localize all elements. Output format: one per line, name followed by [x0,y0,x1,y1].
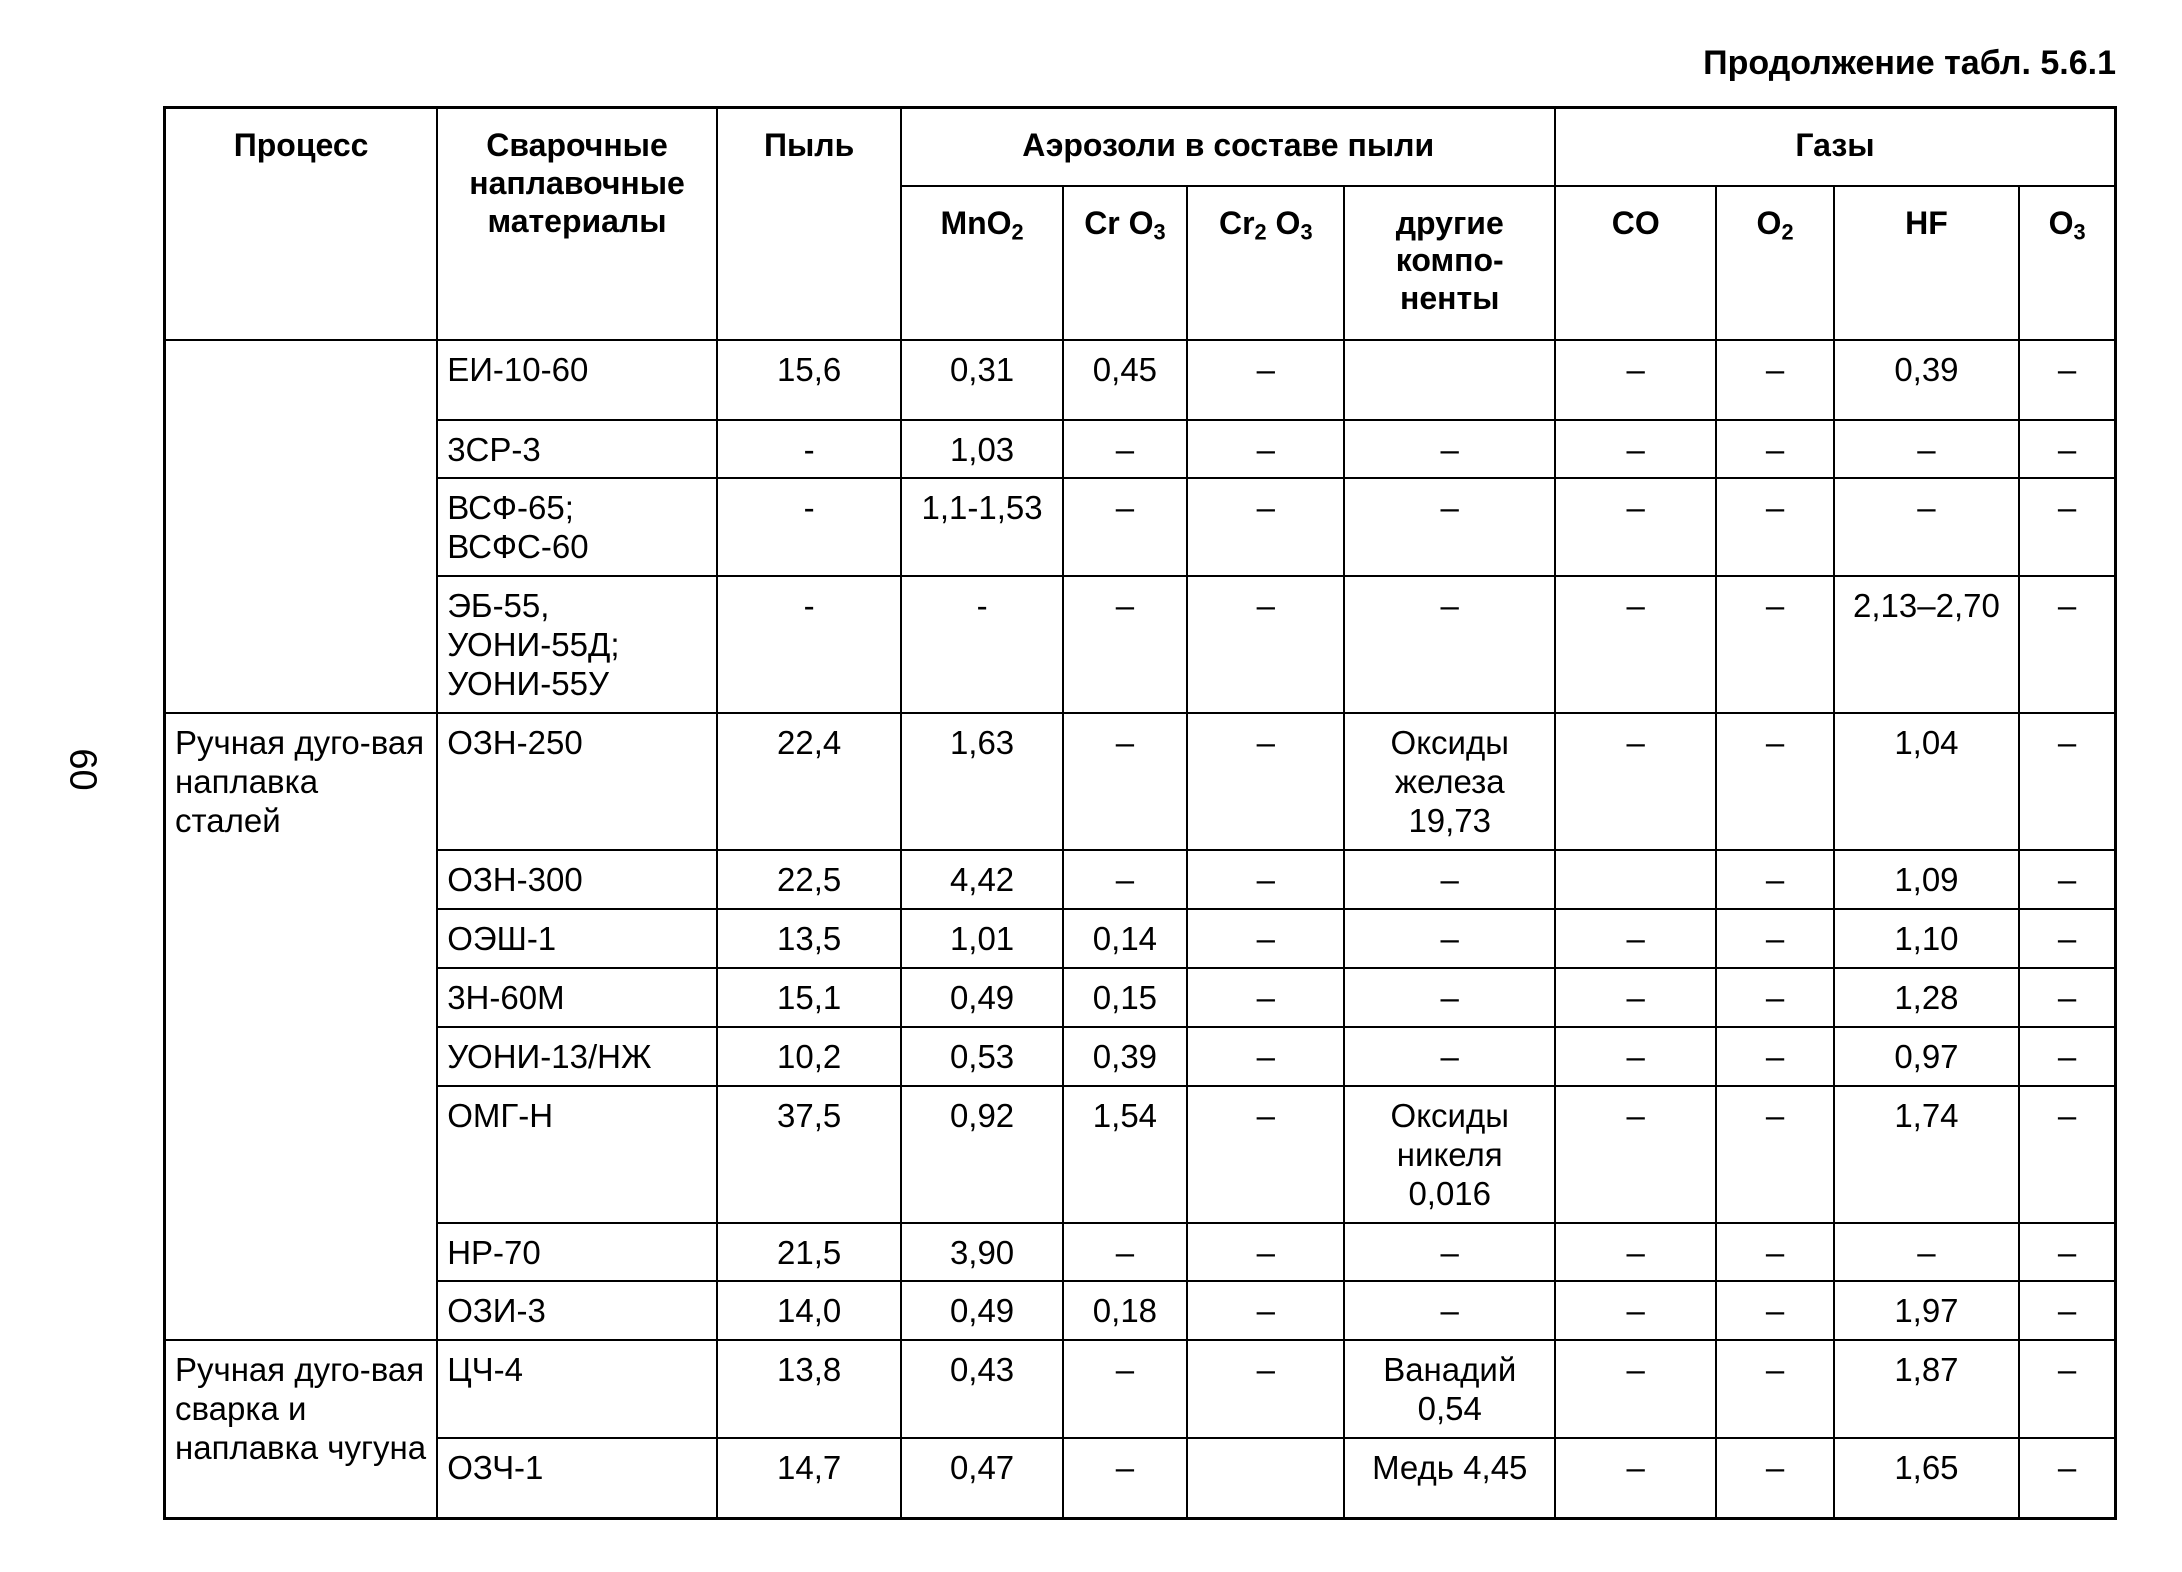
mno2-cell: 1,1-1,53 [901,478,1062,576]
cr2o3-cell: – [1187,1027,1344,1086]
dust-cell: 10,2 [717,1027,901,1086]
o3-cell: – [2019,909,2115,968]
co-cell [1555,850,1716,909]
cr2o3-cell: – [1187,1086,1344,1223]
header-aerosols: Аэрозоли в составе пыли [901,108,1555,186]
table-row [165,968,2116,1027]
dust-cell: 37,5 [717,1086,901,1223]
o2-cell: – [1716,478,1833,576]
header-materials: Сварочные наплавочные материалы [437,108,717,340]
co-cell: – [1555,968,1716,1027]
o2-cell: – [1716,1223,1833,1282]
mno2-cell: 1,01 [901,909,1062,968]
material-cell: НР-70 [437,1223,717,1282]
header-row-top [165,108,2116,186]
table-row [165,1340,2116,1438]
other-cell: Ванадий 0,54 [1344,1340,1555,1438]
other-cell: – [1344,850,1555,909]
cro3-cell: – [1063,478,1187,576]
cr2o3-cell: – [1187,340,1344,420]
o3-cell: – [2019,1281,2115,1340]
hf-cell: 0,97 [1834,1027,2019,1086]
dust-cell: 21,5 [717,1223,901,1282]
o2-cell: – [1716,968,1833,1027]
material-cell: ОМГ-Н [437,1086,717,1223]
o3-cell: – [2019,850,2115,909]
mno2-cell: 0,47 [901,1438,1062,1518]
header-dust: Пыль [717,108,901,340]
mno2-cell: 3,90 [901,1223,1062,1282]
cro3-cell: – [1063,1438,1187,1518]
header-gases: Газы [1555,108,2116,186]
cro3-cell: 1,54 [1063,1086,1187,1223]
table-row [165,1438,2116,1518]
cr2o3-cell: – [1187,1223,1344,1282]
page-number: 60 [61,748,104,791]
co-cell: – [1555,1340,1716,1438]
mno2-cell: 0,53 [901,1027,1062,1086]
cro3-cell: – [1063,713,1187,850]
o2-cell: – [1716,850,1833,909]
co-cell: – [1555,1281,1716,1340]
dust-cell: - [717,420,901,479]
material-cell: ОЗЧ-1 [437,1438,717,1518]
mno2-cell: 0,49 [901,1281,1062,1340]
cr2o3-cell: – [1187,968,1344,1027]
o3-cell: – [2019,1027,2115,1086]
o2-cell: – [1716,1086,1833,1223]
cr2o3-cell: – [1187,420,1344,479]
dust-cell: 13,5 [717,909,901,968]
o3-cell: – [2019,713,2115,850]
other-cell: – [1344,909,1555,968]
hf-cell: – [1834,420,2019,479]
hf-cell: 1,97 [1834,1281,2019,1340]
cr2o3-cell: – [1187,909,1344,968]
o3-cell: – [2019,968,2115,1027]
o3-cell: – [2019,340,2115,420]
material-cell: 3Н-60М [437,968,717,1027]
other-cell: – [1344,1281,1555,1340]
o2-cell: – [1716,1340,1833,1438]
o3-cell: – [2019,420,2115,479]
co-cell: – [1555,1223,1716,1282]
table-row [165,713,2116,850]
header-o2: $O_2$ [1716,186,1833,340]
cr2o3-cell: – [1187,1340,1344,1438]
dust-cell: 22,5 [717,850,901,909]
process-cell [165,340,438,714]
dust-cell: 22,4 [717,713,901,850]
o3-cell: – [2019,1438,2115,1518]
cro3-cell: 0,18 [1063,1281,1187,1340]
mno2-cell: - [901,576,1062,713]
cr2o3-cell: – [1187,1281,1344,1340]
o2-cell: – [1716,340,1833,420]
table-row [165,1027,2116,1086]
table-row [165,909,2116,968]
dust-cell: 13,8 [717,1340,901,1438]
hf-cell: 1,10 [1834,909,2019,968]
cr2o3-cell: – [1187,713,1344,850]
cro3-cell: – [1063,576,1187,713]
header-o3: $O_3$ [2019,186,2115,340]
header-co: CO [1555,186,1716,340]
o2-cell: – [1716,909,1833,968]
header-cr2o3: $Cr_2$ $O_3$ [1187,186,1344,340]
material-cell: 3СР-3 [437,420,717,479]
table-row [165,420,2116,479]
cro3-cell: 0,15 [1063,968,1187,1027]
material-cell: ЦЧ-4 [437,1340,717,1438]
material-cell: ЭБ-55, УОНИ-55Д; УОНИ-55У [437,576,717,713]
header-other-components: другие компо-ненты [1344,186,1555,340]
cro3-cell: – [1063,850,1187,909]
table-row [165,1281,2116,1340]
cr2o3-cell [1187,1438,1344,1518]
o3-cell: – [2019,576,2115,713]
o3-cell: – [2019,1223,2115,1282]
mno2-cell: 1,63 [901,713,1062,850]
co-cell: – [1555,340,1716,420]
mno2-cell: 0,92 [901,1086,1062,1223]
co-cell: – [1555,713,1716,850]
o2-cell: – [1716,1438,1833,1518]
o2-cell: – [1716,420,1833,479]
other-cell: Оксиды никеля 0,016 [1344,1086,1555,1223]
cr2o3-cell: – [1187,850,1344,909]
dust-cell: - [717,576,901,713]
process-cell: Ручная дуго-вая сварка и наплавка чугуна [165,1340,438,1518]
co-cell: – [1555,1086,1716,1223]
material-cell: ВСФ-65; ВСФС-60 [437,478,717,576]
table-row [165,1223,2116,1282]
co-cell: – [1555,576,1716,713]
hf-cell: – [1834,478,2019,576]
header-mno2: MnO$_2$ [901,186,1062,340]
other-cell: – [1344,478,1555,576]
dust-cell: 14,0 [717,1281,901,1340]
table-row [165,850,2116,909]
emissions-table [163,106,2117,1520]
co-cell: – [1555,478,1716,576]
hf-cell: 1,04 [1834,713,2019,850]
mno2-cell: 1,03 [901,420,1062,479]
mno2-cell: 0,43 [901,1340,1062,1438]
cro3-cell: 0,45 [1063,340,1187,420]
table-row [165,478,2116,576]
other-cell: – [1344,1027,1555,1086]
o3-cell: – [2019,478,2115,576]
material-cell: ОЗН-250 [437,713,717,850]
hf-cell: 1,87 [1834,1340,2019,1438]
other-cell: – [1344,420,1555,479]
hf-cell: 1,74 [1834,1086,2019,1223]
process-cell: Ручная дуго-вая наплавка сталей [165,713,438,1340]
cr2o3-cell: – [1187,576,1344,713]
header-hf: HF [1834,186,2019,340]
dust-cell: 14,7 [717,1438,901,1518]
material-cell: ЕИ-10-60 [437,340,717,420]
cro3-cell: – [1063,420,1187,479]
co-cell: – [1555,1027,1716,1086]
mno2-cell: 0,31 [901,340,1062,420]
material-cell: ОЭШ-1 [437,909,717,968]
cr2o3-cell: – [1187,478,1344,576]
material-cell: УОНИ-13/НЖ [437,1027,717,1086]
dust-cell: 15,6 [717,340,901,420]
co-cell: – [1555,909,1716,968]
co-cell: – [1555,1438,1716,1518]
o2-cell: – [1716,1281,1833,1340]
mno2-cell: 4,42 [901,850,1062,909]
material-cell: ОЗН-300 [437,850,717,909]
o2-cell: – [1716,576,1833,713]
dust-cell: - [717,478,901,576]
hf-cell: 2,13–2,70 [1834,576,2019,713]
hf-cell: 1,09 [1834,850,2019,909]
cro3-cell: 0,39 [1063,1027,1187,1086]
o2-cell: – [1716,713,1833,850]
other-cell: – [1344,968,1555,1027]
material-cell: ОЗИ-3 [437,1281,717,1340]
o3-cell: – [2019,1086,2115,1223]
mno2-cell: 0,49 [901,968,1062,1027]
table-row [165,340,2116,420]
other-cell [1344,340,1555,420]
table-row [165,1086,2116,1223]
hf-cell: 1,65 [1834,1438,2019,1518]
header-cro3: Cr $O_3$ [1063,186,1187,340]
co-cell: – [1555,420,1716,479]
other-cell: Оксиды железа 19,73 [1344,713,1555,850]
table-caption: Продолжение табл. 5.6.1 [1703,44,2116,82]
header-process: Процесс [165,108,438,340]
hf-cell: – [1834,1223,2019,1282]
o3-cell: – [2019,1340,2115,1438]
cro3-cell: 0,14 [1063,909,1187,968]
cro3-cell: – [1063,1223,1187,1282]
hf-cell: 0,39 [1834,340,2019,420]
hf-cell: 1,28 [1834,968,2019,1027]
other-cell: – [1344,1223,1555,1282]
table-row [165,576,2116,713]
other-cell: Медь 4,45 [1344,1438,1555,1518]
o2-cell: – [1716,1027,1833,1086]
other-cell: – [1344,576,1555,713]
dust-cell: 15,1 [717,968,901,1027]
cro3-cell: – [1063,1340,1187,1438]
